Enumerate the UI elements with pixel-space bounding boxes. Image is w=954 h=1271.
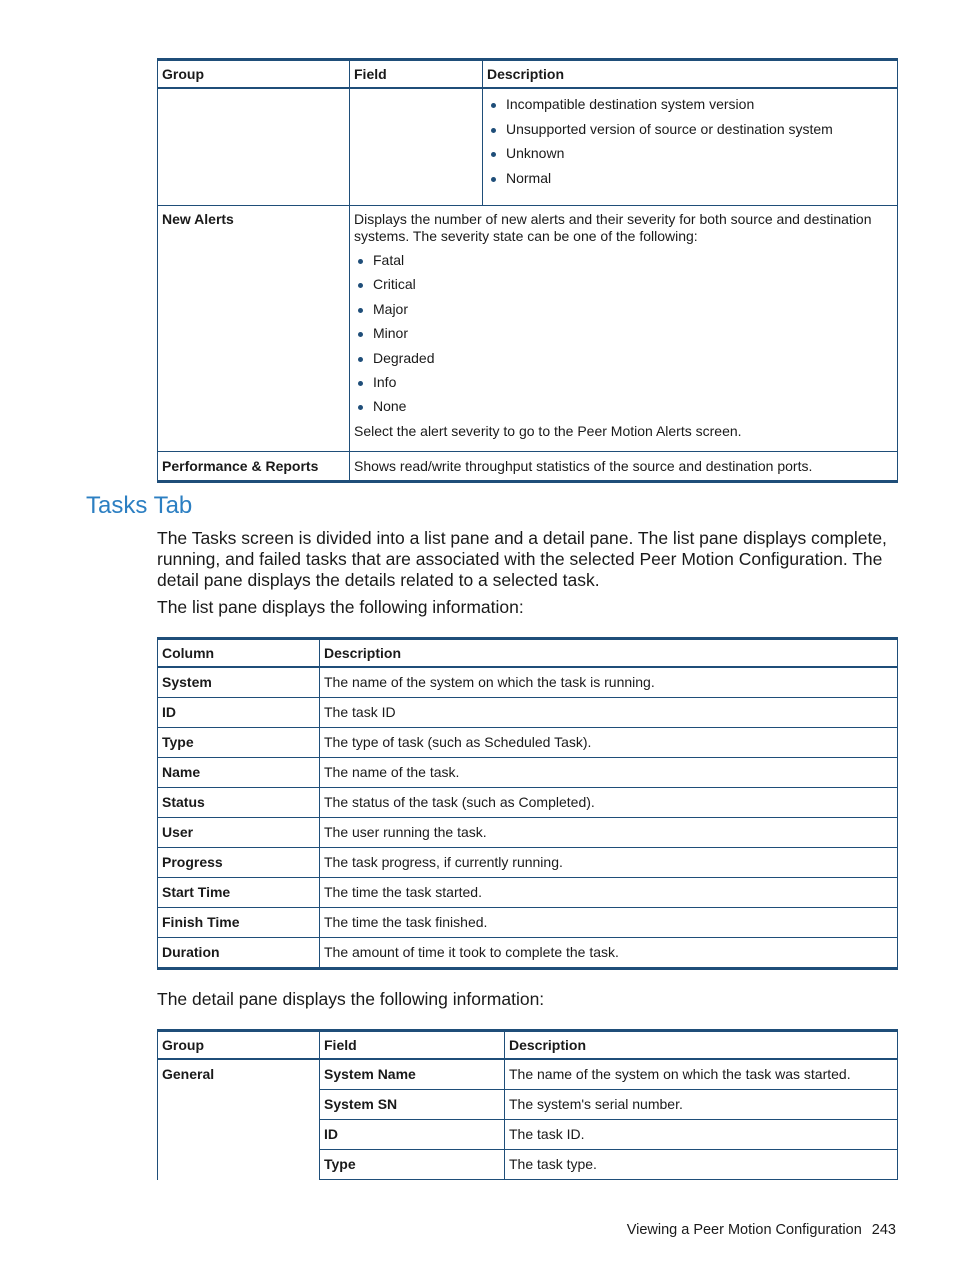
description-text: Select the alert severity to go to the Peer Motion Alerts screen. — [354, 422, 742, 439]
field-cell: System SN — [320, 1090, 505, 1120]
column-cell: System — [158, 667, 320, 698]
body-paragraph: The detail pane displays the following information: — [157, 989, 545, 1009]
description-cell: The user running the task. — [320, 818, 898, 848]
field-cell — [350, 88, 483, 206]
field-cell: ID — [320, 1120, 505, 1150]
column-cell: User — [158, 818, 320, 848]
table-row — [158, 818, 898, 848]
page-number: 243 — [871, 1222, 896, 1238]
description-text: Displays the number of new alerts and their severity for both source and destination systems. The severity state can be one of the following: — [354, 211, 872, 244]
list-item: Normal — [487, 170, 893, 195]
column-cell: Progress — [158, 848, 320, 878]
table-header-row — [158, 60, 898, 89]
description-cell: The name of the system on which the task was started. — [505, 1059, 898, 1090]
column-header: Description — [483, 60, 898, 89]
column-cell: ID — [158, 698, 320, 728]
column-header: Column — [158, 639, 320, 668]
detail-pane-table — [157, 1029, 898, 1180]
table-row — [158, 788, 898, 818]
group-cell: New Alerts — [158, 206, 350, 452]
table-row — [158, 728, 898, 758]
list-item: Degraded — [354, 350, 893, 374]
list-item: Minor — [354, 325, 893, 349]
description-cell: The name of the task. — [320, 758, 898, 788]
section-heading: Tasks Tab — [86, 492, 193, 519]
table-row — [158, 938, 898, 969]
column-cell: Name — [158, 758, 320, 788]
table-row — [158, 758, 898, 788]
group-cell — [158, 88, 350, 206]
column-header: Field — [320, 1031, 505, 1060]
column-cell: Start Time — [158, 878, 320, 908]
description-cell: The amount of time it took to complete the task. — [320, 938, 898, 969]
alerts-table — [157, 58, 898, 483]
column-header: Group — [158, 1031, 320, 1060]
column-header: Description — [320, 639, 898, 668]
list-item: Fatal — [354, 252, 893, 276]
table-row — [158, 698, 898, 728]
field-cell: Type — [320, 1150, 505, 1180]
bullet-list — [487, 96, 893, 194]
column-header: Description — [505, 1031, 898, 1060]
list-item: Incompatible destination system version — [487, 96, 893, 121]
description-cell: The time the task finished. — [320, 908, 898, 938]
description-cell: Shows read/write throughput statistics of the source and destination ports. — [350, 452, 898, 482]
group-cell: General — [158, 1059, 320, 1180]
footer-title: Viewing a Peer Motion Configuration — [626, 1222, 862, 1238]
column-header: Group — [158, 60, 350, 89]
column-cell: Finish Time — [158, 908, 320, 938]
description-cell: The task ID. — [505, 1120, 898, 1150]
description-cell: The task type. — [505, 1150, 898, 1180]
list-item: Critical — [354, 276, 893, 300]
table-header-row — [158, 1031, 898, 1060]
description-cell: The type of task (such as Scheduled Task). — [320, 728, 898, 758]
description-cell: The name of the system on which the task is running. — [320, 667, 898, 698]
column-cell: Status — [158, 788, 320, 818]
list-item: None — [354, 398, 893, 422]
description-cell: The task progress, if currently running. — [320, 848, 898, 878]
list-item: Major — [354, 301, 893, 325]
page-footer — [627, 1222, 896, 1238]
table-row — [158, 908, 898, 938]
body-paragraph: The Tasks screen is divided into a list pane and a detail pane. The list pane displays complete, running, and failed tasks that are associated with the selected Peer Motion Configuration. The detail pane displays the details related to a selected task. — [157, 528, 887, 590]
group-cell: Performance & Reports — [158, 452, 350, 482]
description-cell — [350, 206, 898, 452]
table-row — [158, 878, 898, 908]
severity-list — [354, 252, 893, 423]
list-item: Unknown — [487, 145, 893, 170]
description-cell: The system's serial number. — [505, 1090, 898, 1120]
column-header: Field — [350, 60, 483, 89]
table-row — [158, 452, 898, 482]
list-item: Info — [354, 374, 893, 398]
description-cell: The time the task started. — [320, 878, 898, 908]
list-item: Unsupported version of source or destination system — [487, 121, 893, 146]
column-cell: Duration — [158, 938, 320, 969]
table-row — [158, 667, 898, 698]
table-header-row — [158, 639, 898, 668]
description-cell: The task ID — [320, 698, 898, 728]
list-pane-table — [157, 637, 898, 970]
field-cell: System Name — [320, 1059, 505, 1090]
body-paragraph: The list pane displays the following information: — [157, 597, 524, 617]
table-row — [158, 88, 898, 206]
table-row — [158, 1059, 898, 1090]
column-cell: Type — [158, 728, 320, 758]
table-row — [158, 206, 898, 452]
description-cell: The status of the task (such as Completed). — [320, 788, 898, 818]
description-cell — [483, 88, 898, 206]
table-row — [158, 848, 898, 878]
